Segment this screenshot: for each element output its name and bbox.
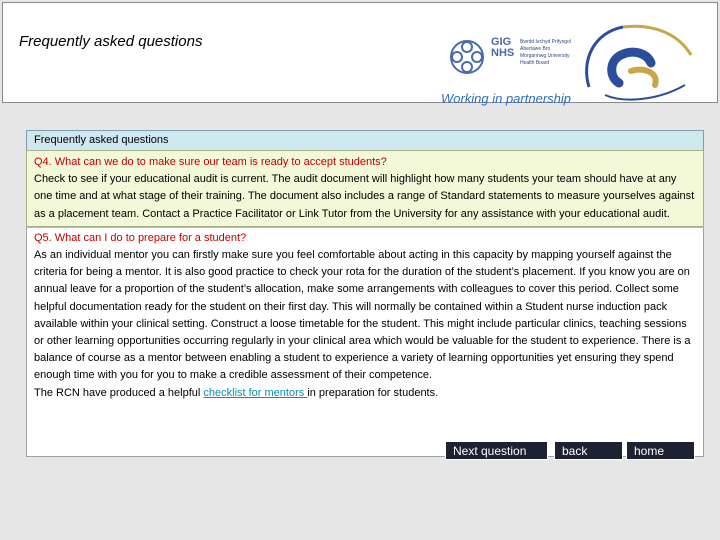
faq-question-q5 <box>26 227 704 457</box>
nhs-cross-logo-icon <box>447 37 487 77</box>
home-button[interactable]: home <box>626 441 695 460</box>
header-banner <box>2 2 718 106</box>
health-board-name: Bwrdd Iechyd Prifysgol Abertawe Bro Morgannwg University Health Board <box>520 39 571 66</box>
faq-panel-heading: Frequently asked questions <box>26 130 704 150</box>
nhs-line-nhs: NHS <box>491 47 515 59</box>
q4-question-text: Q4. What can we do to make sure our team is ready to accept students? <box>34 156 387 168</box>
faq-question-q4 <box>26 150 704 227</box>
back-button[interactable]: back <box>554 441 623 460</box>
q5-answer-text: As an individual mentor you can firstly make sure you feel comfortable about acting in this capacity by mapping yourself against the criteria for being a mentor. It is also good practice to check your rota for the duration of the student’s placement. If you know you are on annual leave for a proportion of the student’s allocation, make some arrangements with colleagues to cover this period. Collect some helpful documentation ready for the student on their first day. This will normally be contained within a Student nurse induction pack available within your clinical setting. Construct a loose timetable for the student. This might include particular clinics, teaching sessions or other learning opportunities occurring regularly in your clinical area which would be valuable for the student to experience. There is a balance of course as a mentor between enabling a student to experience a variety of learning opportunities yet ensuring they spend enough time with you for you to make a credible assessment of their competence. <box>34 249 691 382</box>
nhs-wordmark <box>491 37 521 59</box>
checklist-for-mentors-link[interactable]: checklist for mentors <box>203 386 308 399</box>
next-question-button[interactable]: Next question <box>445 441 548 460</box>
partnership-tagline: Working in partnership <box>440 91 571 106</box>
faq-panel <box>26 130 704 457</box>
q4-answer-text: Check to see if your educational audit is current. The audit document will highlight how many students your team should have at any one time and at what stage of their training. The document also includes a range of Standard statements to measure yourselves against as a placement team. Contact a Practice Facilitator or Link Tutor from the University for any assistance with your educational audit. <box>34 173 695 220</box>
rcn-suffix-text: in preparation for students. <box>307 386 439 399</box>
page-title: Frequently asked questions <box>19 33 203 50</box>
q5-question-text: Q5. What can I do to prepare for a student? <box>34 231 247 244</box>
logo-area <box>423 15 720 105</box>
rcn-prefix-text: The RCN have produced a helpful <box>34 386 204 399</box>
university-crest-logo-icon <box>575 21 703 103</box>
nhs-line-gig: GIG <box>491 36 512 48</box>
